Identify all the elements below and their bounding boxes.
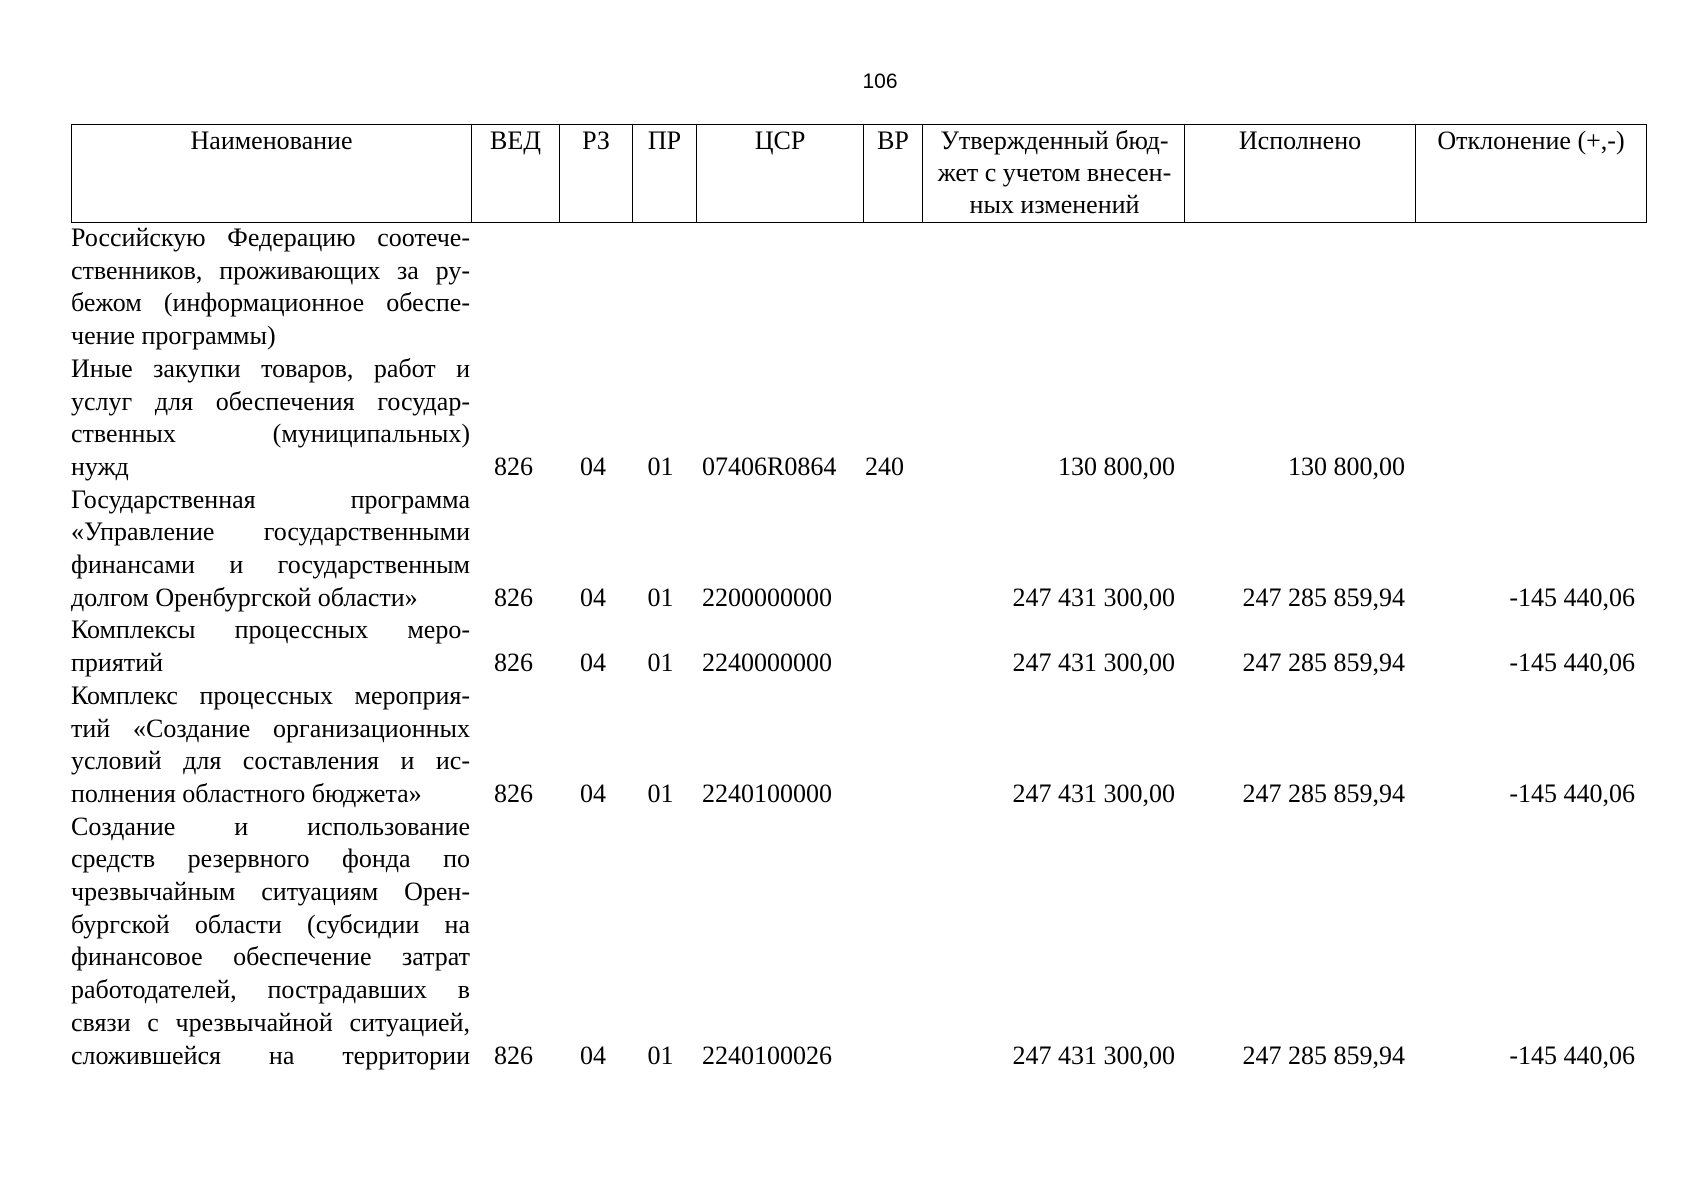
row-pr: 01: [647, 648, 674, 678]
row-budget: 247 431 300,00: [1012, 778, 1175, 808]
row-name-line: ственников, проживающих за ру-: [71, 255, 470, 285]
row-deviation: -145 440,06: [1509, 648, 1635, 678]
row-name-line: чение программы): [71, 321, 276, 351]
row-name-line: «Управление государственными: [71, 517, 470, 547]
row-name-line: Создание и использование: [71, 811, 470, 841]
row-name: [71, 222, 470, 353]
row-name-line: Российскую Федерацию соотече-: [71, 223, 470, 252]
row-name-line: условий для составления и ис-: [71, 746, 470, 776]
row-name-line: нужд: [71, 451, 129, 481]
row-csr: 2240000000: [702, 648, 832, 678]
row-deviation: -145 440,06: [1509, 778, 1635, 808]
row-ved: [470, 222, 557, 353]
row-name-line: ственных (муниципальных): [71, 419, 470, 449]
row-name-line: Комплекс процессных мероприя-: [71, 680, 470, 710]
header-budget-line-1: Утвержденный бюд-: [940, 126, 1169, 155]
row-budget: [916, 222, 1175, 353]
row-executed: 247 285 859,94: [1242, 1040, 1405, 1070]
row-budget: 130 800,00: [1058, 451, 1175, 481]
row-name-line: тий «Создание организационных: [71, 713, 470, 743]
row-name-line: финансовое обеспечение затрат: [71, 942, 470, 972]
row-vr: 240: [865, 451, 904, 481]
row-name-line: финансами и государственным: [71, 550, 470, 580]
row-budget: 247 431 300,00: [1012, 582, 1175, 612]
row-vr: [858, 680, 916, 811]
row-name-line: приятий: [71, 648, 163, 678]
row-deviation: [1405, 353, 1635, 484]
row-name-line: работодателей, пострадавших в: [71, 975, 470, 1005]
row-name-line: бежом (информационное обеспе-: [71, 288, 470, 318]
row-deviation: [1405, 222, 1635, 353]
header-vr: ВР: [864, 125, 923, 223]
table-row: [71, 680, 1635, 811]
row-name: [71, 811, 470, 1073]
header-budget-line-2: жет с учетом внесен-: [937, 158, 1172, 187]
header-budget: [923, 125, 1185, 223]
row-name-line: долгом Оренбургской области»: [71, 582, 418, 612]
row-rz: 04: [580, 648, 606, 678]
row-pr: 01: [647, 778, 674, 808]
row-rz: 04: [580, 778, 606, 808]
row-csr: 07406R0864: [702, 451, 837, 481]
header-budget-line-3: ных изменений: [969, 190, 1140, 219]
table-row: [71, 353, 1635, 484]
row-deviation: -145 440,06: [1509, 582, 1635, 612]
row-name-line: связи с чрезвычайной ситуацией,: [71, 1007, 470, 1037]
row-ved: 826: [494, 648, 533, 678]
row-name-line: Государственная программа: [71, 484, 470, 514]
row-csr: 2200000000: [702, 582, 832, 612]
row-rz: [557, 222, 629, 353]
row-name-line: бургской области (субсидии на: [71, 909, 470, 939]
row-name-line: Иные закупки товаров, работ и: [71, 353, 470, 383]
row-executed: [1175, 222, 1405, 353]
header-pr: ПР: [633, 125, 697, 223]
table-row: [71, 614, 1635, 679]
row-ved: 826: [494, 1040, 533, 1070]
row-budget: 247 431 300,00: [1012, 648, 1175, 678]
row-csr: [692, 222, 858, 353]
row-ved: 826: [494, 451, 533, 481]
row-name-line: чрезвычайным ситуациям Орен-: [71, 877, 470, 907]
row-name-line: сложившейся на территории: [71, 1040, 470, 1070]
budget-table-body: [71, 222, 1635, 1072]
row-rz: 04: [580, 451, 606, 481]
row-executed: 247 285 859,94: [1242, 648, 1405, 678]
row-name-line: полнения областного бюджета»: [71, 778, 422, 808]
table-row: [71, 811, 1635, 1073]
row-rz: 04: [580, 582, 606, 612]
row-ved: 826: [494, 582, 533, 612]
header-executed: Исполнено: [1185, 125, 1416, 223]
row-pr: 01: [647, 582, 674, 612]
row-csr: 2240100000: [702, 778, 832, 808]
header-name: Наименование: [72, 125, 472, 223]
table-header: [71, 124, 1647, 223]
row-name: [71, 353, 470, 484]
row-executed: 130 800,00: [1288, 451, 1405, 481]
row-budget: 247 431 300,00: [1012, 1040, 1175, 1070]
table-row: [71, 484, 1635, 615]
header-ved: ВЕД: [472, 125, 560, 223]
row-name-line: Комплексы процессных меро-: [71, 615, 470, 645]
row-name: [71, 484, 470, 615]
row-csr: 2240100026: [702, 1040, 832, 1070]
row-vr: [858, 811, 916, 1073]
row-pr: 01: [647, 1040, 674, 1070]
row-rz: 04: [580, 1040, 606, 1070]
row-executed: 247 285 859,94: [1242, 582, 1405, 612]
header-rz: РЗ: [560, 125, 633, 223]
row-vr: [858, 222, 916, 353]
row-deviation: -145 440,06: [1509, 1040, 1635, 1070]
row-name-line: средств резервного фонда по: [71, 844, 470, 874]
row-pr: 01: [647, 451, 674, 481]
header-deviation: Отклонение (+,-): [1416, 125, 1647, 223]
row-executed: 247 285 859,94: [1242, 778, 1405, 808]
row-pr: [629, 222, 692, 353]
table-row: [71, 222, 1635, 353]
row-name: [71, 614, 470, 679]
row-name-line: услуг для обеспечения государ-: [71, 386, 470, 416]
row-ved: 826: [494, 778, 533, 808]
header-csr: ЦСР: [697, 125, 864, 223]
row-vr: [858, 614, 916, 679]
row-name: [71, 680, 470, 811]
page-number: 106: [862, 70, 898, 93]
row-vr: [858, 484, 916, 615]
